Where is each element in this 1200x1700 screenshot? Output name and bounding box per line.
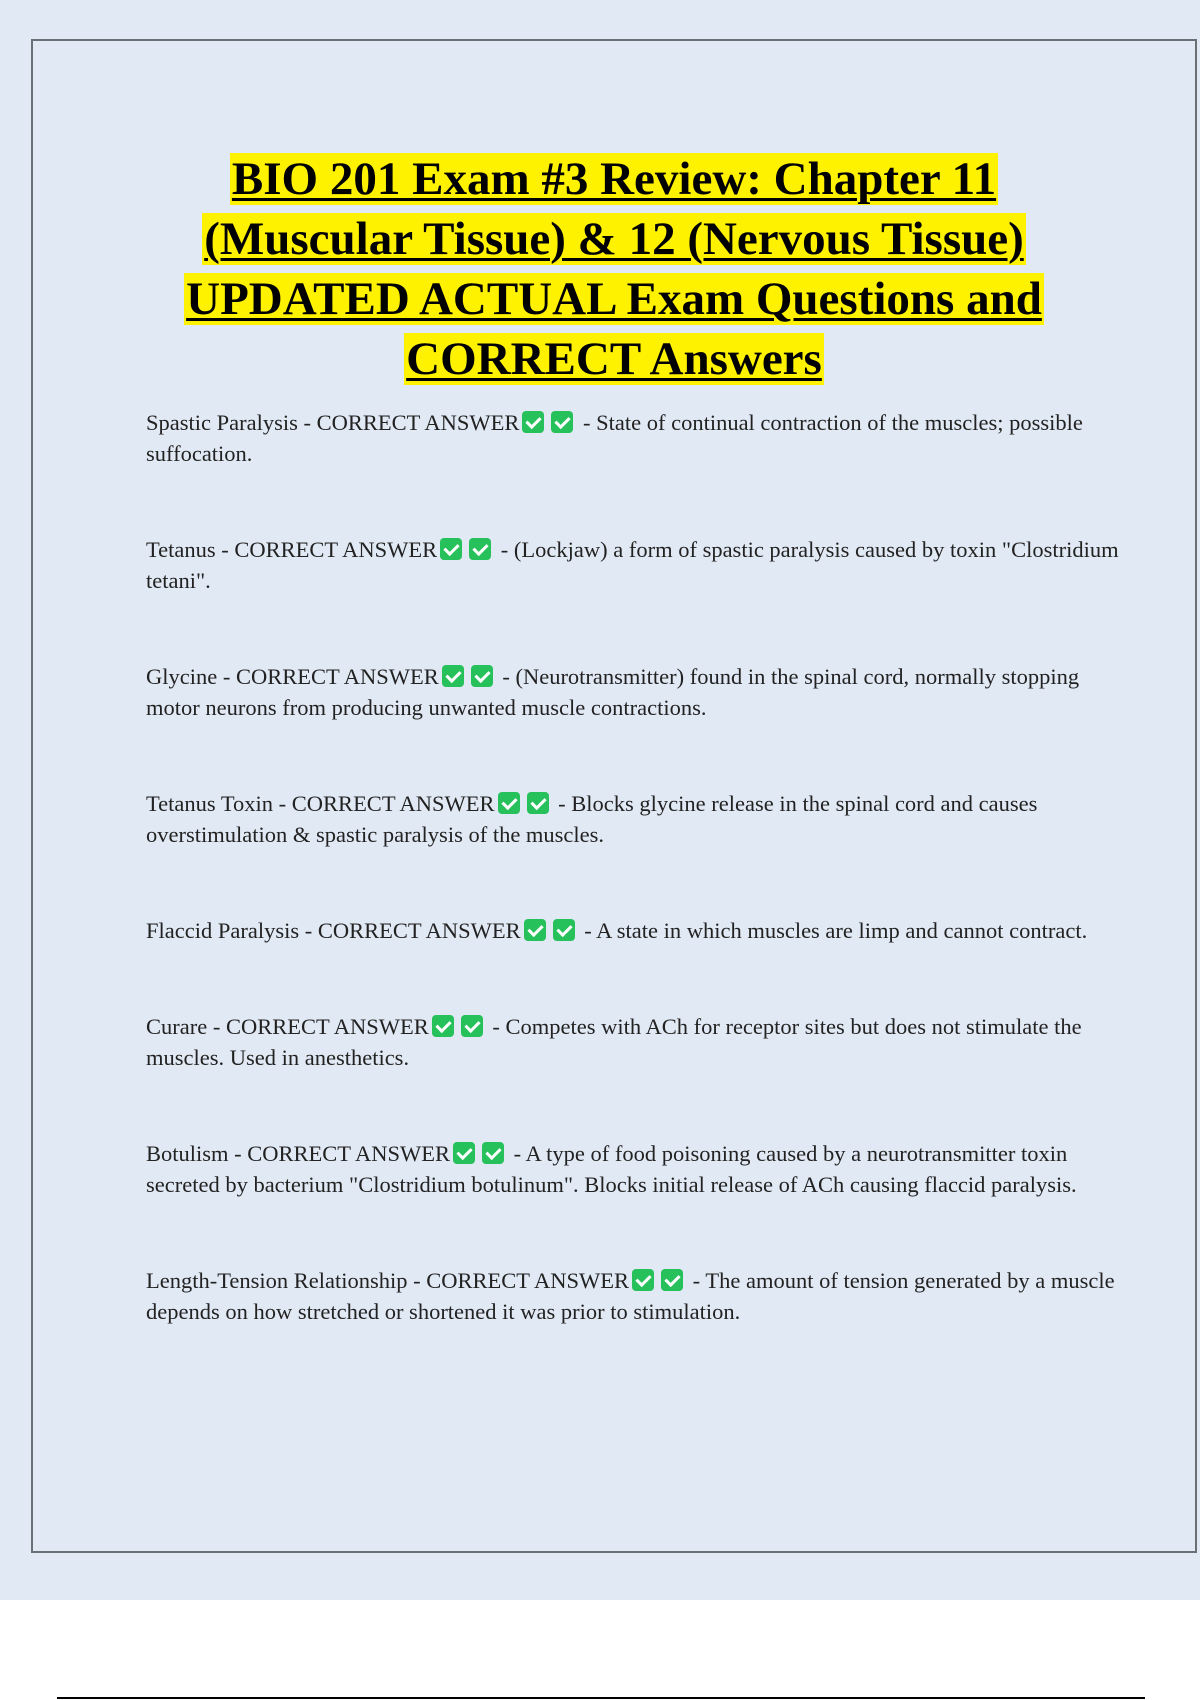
answer-marker: CORRECT ANSWER <box>291 791 495 816</box>
check-icon <box>661 1269 683 1291</box>
qa-term: Glycine - <box>146 664 236 689</box>
qa-definition: - (Neurotransmitter) found in the spinal cord, normally stopping motor neurons from producing unwanted muscle contractions. <box>146 664 1080 720</box>
check-icon <box>498 792 520 814</box>
qa-definition: - State of continual contraction of the muscles; possible suffocation. <box>146 410 1083 466</box>
qa-item <box>146 407 1126 469</box>
qa-item <box>146 534 1126 596</box>
answer-marker: CORRECT ANSWER <box>234 537 438 562</box>
check-icon <box>453 1142 475 1164</box>
qa-term: Flaccid Paralysis - <box>146 918 318 943</box>
check-icon <box>553 919 575 941</box>
qa-item <box>146 915 1126 946</box>
check-icon <box>432 1015 454 1037</box>
check-icon <box>440 538 462 560</box>
answer-marker: CORRECT ANSWER <box>247 1141 451 1166</box>
answer-marker: CORRECT ANSWER <box>225 1014 429 1039</box>
qa-term: Curare - <box>146 1014 226 1039</box>
qa-item <box>146 1138 1126 1200</box>
qa-definition: - The amount of tension generated by a muscle depends on how stretched or shortened it was prior to stimulation. <box>146 1268 1115 1324</box>
check-icon <box>524 919 546 941</box>
document-page <box>31 39 1197 1553</box>
question-answer-list <box>146 407 1126 1392</box>
answer-marker: CORRECT ANSWER <box>317 918 521 943</box>
qa-definition: - (Lockjaw) a form of spastic paralysis caused by toxin "Clostridium tetani". <box>146 537 1119 593</box>
qa-term: Tetanus Toxin - <box>146 791 292 816</box>
qa-term: Botulism - <box>146 1141 248 1166</box>
check-icon <box>522 411 544 433</box>
qa-term: Tetanus - <box>146 537 235 562</box>
check-icon <box>442 665 464 687</box>
qa-definition: - A type of food poisoning caused by a neurotransmitter toxin secreted by bacterium "Clostridium botulinum". Blocks initial release of ACh causing flaccid paralysis. <box>146 1141 1077 1197</box>
qa-item <box>146 788 1126 850</box>
qa-term: Length-Tension Relationship - <box>146 1268 427 1293</box>
qa-item <box>146 1011 1126 1073</box>
title-line: BIO 201 Exam #3 Review: Chapter 11 <box>231 153 997 205</box>
qa-term: Spastic Paralysis - <box>146 410 317 435</box>
check-icon <box>551 411 573 433</box>
title-line: CORRECT Answers <box>406 333 822 385</box>
qa-item <box>146 661 1126 723</box>
qa-definition: - A state in which muscles are limp and cannot contract. <box>578 918 1088 943</box>
check-icon <box>471 665 493 687</box>
check-icon <box>632 1269 654 1291</box>
answer-marker: CORRECT ANSWER <box>235 664 439 689</box>
qa-definition: - Competes with ACh for receptor sites but does not stimulate the muscles. Used in anesthetics. <box>146 1014 1082 1070</box>
answer-marker: CORRECT ANSWER <box>316 410 520 435</box>
title-line: (Muscular Tissue) & 12 (Nervous Tissue) <box>204 213 1024 265</box>
qa-item <box>146 1265 1126 1327</box>
qa-definition: - Blocks glycine release in the spinal cord and causes overstimulation & spastic paralysis of the muscles. <box>146 791 1038 847</box>
check-icon <box>482 1142 504 1164</box>
title-line: UPDATED ACTUAL Exam Questions and <box>186 273 1042 325</box>
check-icon <box>527 792 549 814</box>
check-icon <box>461 1015 483 1037</box>
check-icon <box>469 538 491 560</box>
document-title <box>33 149 1195 389</box>
footer-rule <box>57 1697 1145 1699</box>
answer-marker: CORRECT ANSWER <box>426 1268 630 1293</box>
